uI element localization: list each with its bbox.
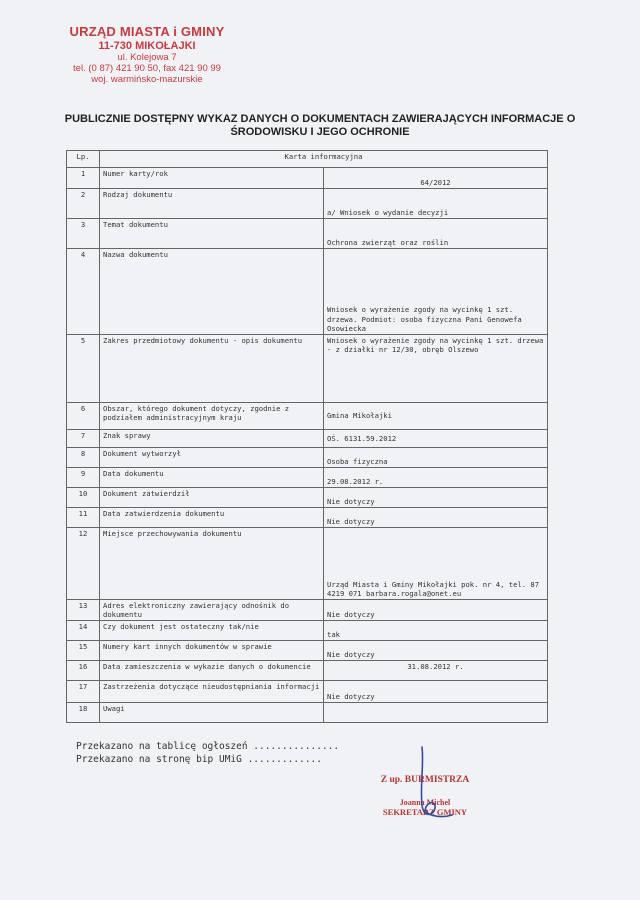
row-label: Obszar, którego dokument dotyczy, zgodnie z podziałem administracyjnym kraju xyxy=(100,403,324,430)
table-row xyxy=(67,448,548,468)
row-label: Data dokumentu xyxy=(100,468,324,488)
row-label: Numery kart innych dokumentów w sprawie xyxy=(100,641,324,661)
row-label: Temat dokumentu xyxy=(100,219,324,249)
row-value: Nie dotyczy xyxy=(324,681,548,703)
row-value: Osoba fizyczna xyxy=(324,448,548,468)
row-number: 6 xyxy=(67,403,100,430)
row-number: 13 xyxy=(67,600,100,621)
row-value: 29.08.2012 r. xyxy=(324,468,548,488)
signature-on-behalf: Z up. BURMISTRZA xyxy=(380,775,470,785)
footer-notice-board: Przekazano na tablicę ogłoszeń ............... xyxy=(76,741,340,752)
row-value: Nie dotyczy xyxy=(324,641,548,661)
row-number: 1 xyxy=(67,168,100,189)
row-value: 31.08.2012 r. xyxy=(324,661,548,681)
row-number: 14 xyxy=(67,621,100,641)
signature-position: SEKRETARZ GMINY xyxy=(382,807,468,817)
table-header-row xyxy=(67,151,548,168)
row-number: 18 xyxy=(67,703,100,723)
table-row xyxy=(67,681,548,703)
row-number: 10 xyxy=(67,488,100,508)
row-label: Miejsce przechowywania dokumentu xyxy=(100,528,324,600)
row-number: 9 xyxy=(67,468,100,488)
info-card-table xyxy=(66,150,548,723)
row-value: tak xyxy=(324,621,548,641)
row-value: Gmina Mikołajki xyxy=(324,403,548,430)
table-row xyxy=(67,249,548,335)
stamp-office-name: URZĄD MIASTA i GMINY xyxy=(69,24,225,39)
row-value: Urząd Miasta i Gminy Mikołajki pok. nr 4, tel. 87 4219 071 barbara.rogala@onet.eu xyxy=(324,528,548,600)
row-number: 16 xyxy=(67,661,100,681)
row-value: Nie dotyczy xyxy=(324,508,548,528)
row-number: 8 xyxy=(67,448,100,468)
row-label: Nazwa dokumentu xyxy=(100,249,324,335)
row-number: 2 xyxy=(67,189,100,219)
row-label: Data zatwierdzenia dokumentu xyxy=(100,508,324,528)
row-label: Adres elektroniczny zawierający odnośnik do dokumentu xyxy=(100,600,324,621)
office-stamp xyxy=(52,24,242,85)
row-number: 4 xyxy=(67,249,100,335)
table-row xyxy=(67,468,548,488)
header-card: Karta informacyjna xyxy=(100,151,548,168)
handwritten-signature-icon xyxy=(400,745,460,825)
signature-name: Joanna Michel xyxy=(399,798,451,807)
row-value: Wniosek o wyrażenie zgody na wycinkę 1 szt. drzewa - z działki nr 12/30, obręb Olszewo xyxy=(324,335,548,403)
table-row xyxy=(67,219,548,249)
table-row xyxy=(67,703,548,723)
stamp-voivodeship: woj. warmińsko-mazurskie xyxy=(91,74,203,85)
table-row xyxy=(67,430,548,448)
row-label: Uwagi xyxy=(100,703,324,723)
row-value: OŚ. 6131.59.2012 xyxy=(324,430,548,448)
row-label: Numer karty/rok xyxy=(100,168,324,189)
table-row xyxy=(67,335,548,403)
row-number: 12 xyxy=(67,528,100,600)
header-lp: Lp. xyxy=(67,151,100,168)
table-row xyxy=(67,661,548,681)
row-value: Ochrona zwierząt oraz roślin xyxy=(324,219,548,249)
row-number: 3 xyxy=(67,219,100,249)
row-label: Znak sprawy xyxy=(100,430,324,448)
row-value: 64/2012 xyxy=(324,168,548,189)
document-title: PUBLICZNIE DOSTĘPNY WYKAZ DANYCH O DOKUMENTACH ZAWIERAJĄCYCH INFORMACJE O ŚRODOWISKU I JEGO OCHRONIE xyxy=(64,113,576,138)
table-row xyxy=(67,641,548,661)
row-label: Data zamieszczenia w wykazie danych o dokumencie xyxy=(100,661,324,681)
row-value xyxy=(324,703,548,723)
footer-bip-page: Przekazano na stronę bip UMiG ............. xyxy=(76,754,322,765)
row-number: 11 xyxy=(67,508,100,528)
table-row xyxy=(67,403,548,430)
row-number: 5 xyxy=(67,335,100,403)
table-row xyxy=(67,621,548,641)
row-label: Zakres przedmiotowy dokumentu - opis dokumentu xyxy=(100,335,324,403)
row-label: Dokument zatwierdził xyxy=(100,488,324,508)
signature-stamp xyxy=(360,775,490,817)
row-label: Zastrzeżenia dotyczące nieudostępniania informacji xyxy=(100,681,324,703)
stamp-street: ul. Kolejowa 7 xyxy=(117,52,177,63)
row-label: Rodzaj dokumentu xyxy=(100,189,324,219)
row-value: Wniosek o wyrażenie zgody na wycinkę 1 szt. drzewa. Podmiot: osoba fizyczna Pani Genowefa Osowiecka xyxy=(324,249,548,335)
table-row xyxy=(67,600,548,621)
row-number: 17 xyxy=(67,681,100,703)
table-row xyxy=(67,189,548,219)
footer-notes xyxy=(76,740,339,766)
stamp-phone: tel. (0 87) 421 90 50, fax 421 90 99 xyxy=(73,63,221,74)
row-number: 7 xyxy=(67,430,100,448)
table-row xyxy=(67,168,548,189)
table-row xyxy=(67,488,548,508)
row-value: Nie dotyczy xyxy=(324,488,548,508)
row-label: Dokument wytworzył xyxy=(100,448,324,468)
row-value: a/ Wniosek o wydanie decyzji xyxy=(324,189,548,219)
table-row xyxy=(67,508,548,528)
row-value: Nie dotyczy xyxy=(324,600,548,621)
table-row xyxy=(67,528,548,600)
row-label: Czy dokument jest ostateczny tak/nie xyxy=(100,621,324,641)
row-number: 15 xyxy=(67,641,100,661)
stamp-postal-code: 11-730 MIKOŁAJKI xyxy=(98,40,196,52)
